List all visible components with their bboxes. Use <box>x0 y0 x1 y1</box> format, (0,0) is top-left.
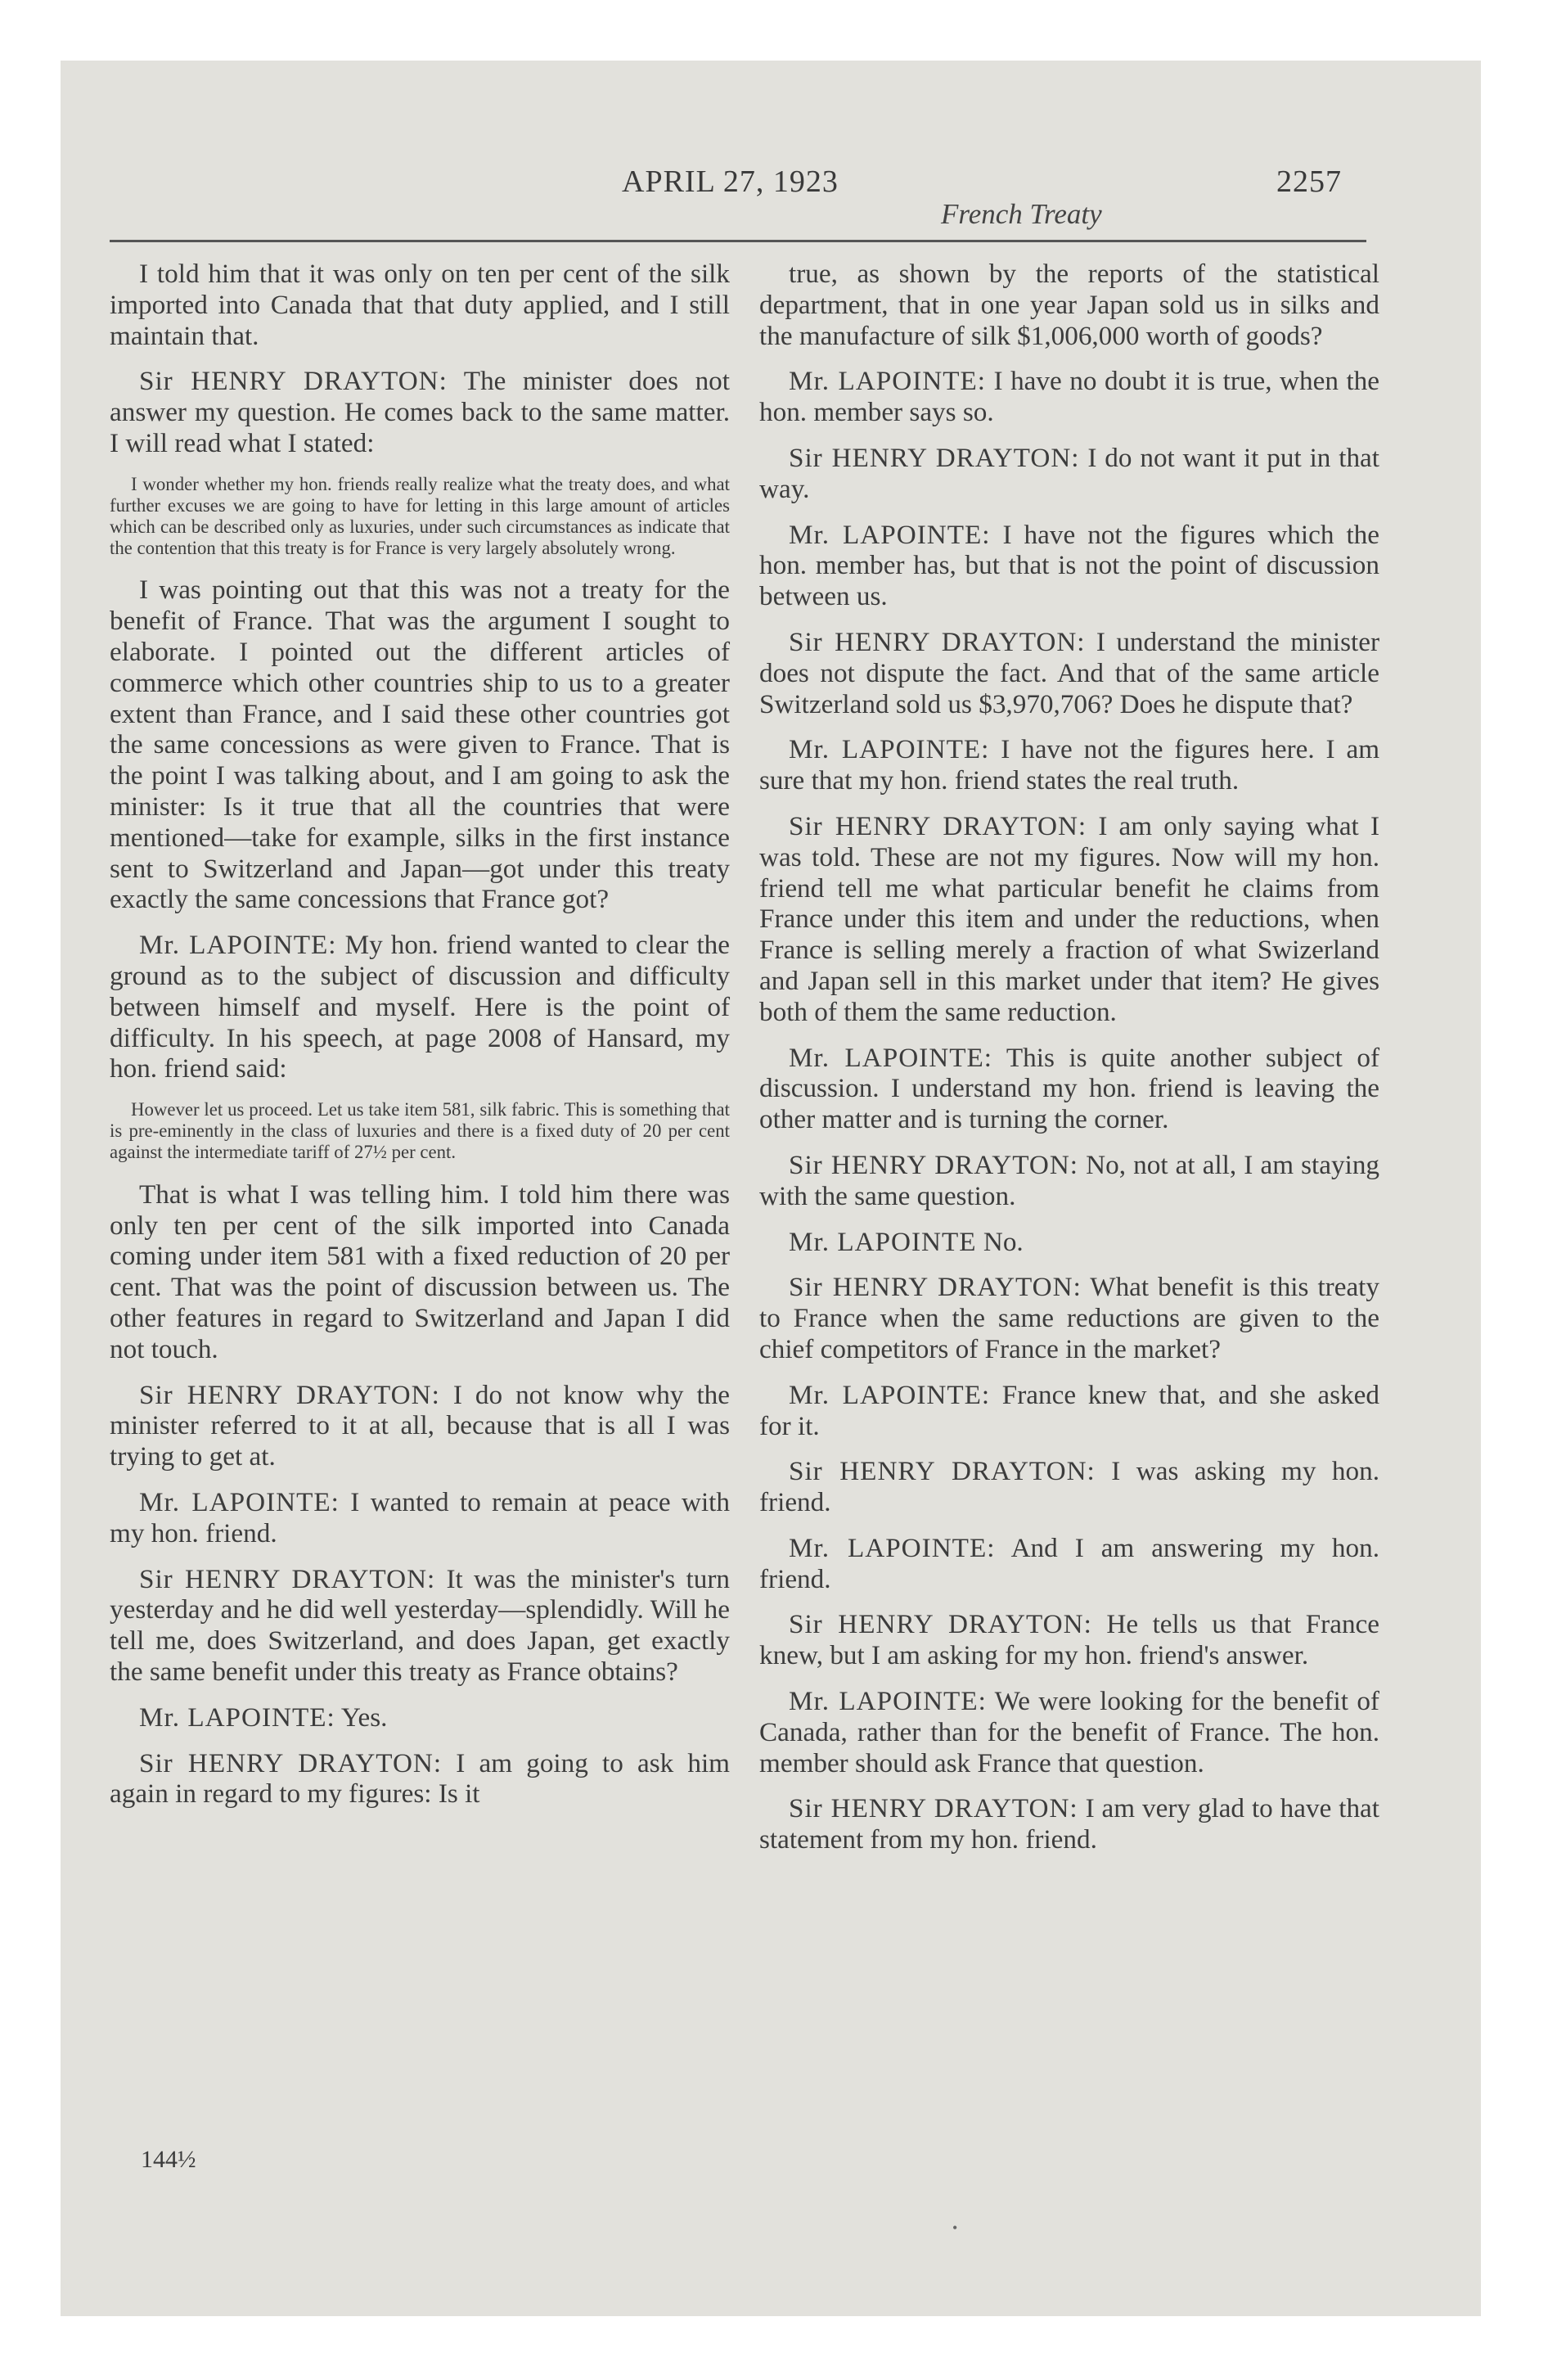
speaker-name: Mr. LAPOINTE: <box>789 1686 987 1717</box>
print-mark: • <box>952 2220 958 2236</box>
paragraph-text: I have not the figures here. I am sure that my hon. friend states the real truth. <box>759 734 1380 796</box>
paragraph-text: And I am answering my hon. friend. <box>759 1532 1379 1594</box>
paragraph-text: It was the minister's turn yesterday and he did well yesterday—splendidly. Will he tell me, does Switzerland, and does Japan, get exactly the same benefit under this treaty as France obtains? <box>110 1563 730 1688</box>
paragraph <box>110 575 730 915</box>
paragraph-text: I have not the figures which the hon. member has, but that is not the point of discussion between us. <box>759 519 1379 612</box>
speaker-name: Sir HENRY DRAYTON: <box>139 366 448 397</box>
speech-paragraph <box>759 1272 1379 1364</box>
speaker-name: Mr. LAPOINTE: <box>789 1532 996 1563</box>
section-title: French Treaty <box>941 198 1102 230</box>
speech-paragraph <box>759 811 1379 1028</box>
paragraph-text: I wanted to remain at peace with my hon. friend. <box>110 1487 730 1548</box>
speaker-name: Mr. LAPOINTE: <box>139 1487 340 1518</box>
paragraph-text: We were looking for the benefit of Canada, rather than for the benefit of France. The hon. member should ask France that question. <box>759 1686 1379 1778</box>
speech-paragraph <box>759 1150 1379 1212</box>
paragraph-text: I understand the minister does not dispute the fact. And that of the same article Switzerland sold us $3,970,706? Does he dispute that? <box>759 626 1379 719</box>
speech-paragraph <box>110 1487 730 1549</box>
speech-paragraph <box>759 627 1379 719</box>
paragraph <box>110 1179 730 1365</box>
paragraph-text: I was pointing out that this was not a treaty for the benefit of France. That was the argument I sought to elaborate. I pointed out the different articles of commerce which other countries ship to us to a greater extent than France, and I said these other countries got the same concessions as were given to France. That is the point I was talking about, and I am going to ask the minister: Is it true that all the countries that were mentioned—take for example, silks in the first instance sent to Switzerland and Japan—got under this treaty exactly the same concessions that France got? <box>110 575 730 915</box>
speech-paragraph <box>759 1533 1379 1595</box>
paragraph-text: I am very glad to have that statement from my hon. friend. <box>759 1793 1380 1855</box>
speaker-name: Sir HENRY DRAYTON: <box>789 442 1080 473</box>
speech-paragraph <box>759 1609 1379 1671</box>
speech-paragraph <box>759 1380 1379 1442</box>
speech-paragraph <box>110 1380 730 1472</box>
speech-paragraph <box>110 1748 730 1810</box>
paragraph <box>759 259 1379 351</box>
speaker-name: Sir HENRY DRAYTON: <box>789 810 1087 841</box>
speaker-name: Mr. LAPOINTE: <box>789 1042 992 1073</box>
speech-paragraph <box>759 366 1379 428</box>
speaker-name: Mr. LAPOINTE <box>789 1226 977 1257</box>
speech-paragraph <box>759 1793 1379 1855</box>
paragraph-text: This is quite another subject of discussion. I understand my hon. friend is leaving the other matter and is turning the corner. <box>759 1042 1379 1135</box>
speech-paragraph <box>110 366 730 458</box>
speaker-name: Mr. LAPOINTE: <box>789 1379 991 1410</box>
paragraph-text: France knew that, and she asked for it. <box>759 1379 1379 1441</box>
quote-text: I wonder whether my hon. friends really realize what the treaty does, and what further excuses we are going to have for letting in this large amount of articles which can be described only as luxuries, under such circumstances as indicate that the contention that this treaty is for France is very largely absolutely wrong. <box>110 473 730 558</box>
paragraph-text: I am going to ask him again in regard to my figures: Is it <box>110 1747 731 1810</box>
speaker-name: Mr. LAPOINTE: <box>789 734 990 765</box>
speech-paragraph <box>759 734 1379 796</box>
speaker-name: Sir HENRY DRAYTON: <box>139 1747 443 1778</box>
speech-paragraph <box>759 1227 1379 1258</box>
signature-folio: 144½ <box>141 2146 196 2173</box>
running-header-date: APRIL 27, 1923 <box>622 165 839 199</box>
paragraph-text: The minister does not answer my question. He comes back to the same matter. I will read what I stated: <box>110 366 730 458</box>
paragraph-text: Yes. <box>340 1702 388 1733</box>
paragraph-text: That is what I was telling him. I told him there was only ten per cent of the silk imported into Canada coming under item 581 with a fixed reduction of 20 per cent. That was the point of discussion between us. The other features in regard to Switzerland and Japan I did not touch. <box>110 1179 730 1364</box>
paragraph-text: My hon. friend wanted to clear the ground as to the subject of discussion and difficulty between himself and myself. Here is the point of difficulty. In his speech, at page 2008 of Hansard, my hon. friend said: <box>110 930 730 1084</box>
speaker-name: Sir HENRY DRAYTON: <box>789 1609 1092 1640</box>
quote-text: However let us proceed. Let us take item 581, silk fabric. This is something that is pre-eminently in the class of luxuries and there is a fixed duty of 20 per cent against the intermediate tariff of 27½ per cent. <box>110 1099 730 1162</box>
speech-paragraph <box>759 443 1379 505</box>
speaker-name: Sir HENRY DRAYTON: <box>789 1456 1096 1487</box>
paragraph-text: No. <box>983 1226 1024 1257</box>
paragraph-text: He tells us that France knew, but I am asking for my hon. friend's answer. <box>759 1609 1380 1671</box>
paragraph-text: I am only saying what I was told. These are not my figures. Now will my hon. friend tell me what particular benefit he claims from France under this item and under the reductions, when France is selling merely a fraction of what Swizerland and Japan sell in this market under that item? He gives both of them the same reduction. <box>759 810 1380 1027</box>
quoted-passage <box>110 474 730 559</box>
paragraph-text: What benefit is this treaty to France when the same reductions are given to the chief competitors of France in the market? <box>759 1272 1379 1364</box>
speaker-name: Mr. LAPOINTE: <box>789 366 986 397</box>
speech-paragraph <box>759 1686 1379 1778</box>
speech-paragraph <box>759 1043 1379 1135</box>
speaker-name: Sir HENRY DRAYTON: <box>789 1272 1082 1303</box>
speech-paragraph <box>759 520 1379 612</box>
paragraph-text: true, as shown by the reports of the statistical department, that in one year Japan sold us in silks and the manufacture of silk $1,006,000 worth of goods? <box>759 259 1379 351</box>
header-rule <box>110 240 1366 242</box>
paragraph-text: No, not at all, I am staying with the same question. <box>759 1149 1380 1211</box>
paragraph-text: I was asking my hon. friend. <box>759 1456 1379 1518</box>
paragraph-text: I do not want it put in that way. <box>759 442 1380 504</box>
speaker-name: Mr. LAPOINTE: <box>789 519 991 550</box>
speech-paragraph <box>759 1456 1379 1518</box>
speaker-name: Sir HENRY DRAYTON: <box>789 1793 1078 1824</box>
paragraph-text: I do not know why the minister referred to it at all, because that is all I was trying to get at. <box>110 1379 730 1472</box>
speech-paragraph <box>110 1702 730 1733</box>
speech-paragraph <box>110 930 730 1084</box>
speaker-name: Sir HENRY DRAYTON: <box>789 626 1086 657</box>
speaker-name: Sir HENRY DRAYTON: <box>139 1379 440 1410</box>
quoted-passage <box>110 1099 730 1163</box>
paragraph-text: I have no doubt it is true, when the hon. member says so. <box>759 366 1379 428</box>
speaker-name: Sir HENRY DRAYTON: <box>139 1563 436 1594</box>
speaker-name: Sir HENRY DRAYTON: <box>789 1149 1079 1180</box>
page-number: 2257 <box>1276 165 1342 199</box>
left-column <box>110 259 730 1824</box>
paragraph-text: I told him that it was only on ten per cent of the silk imported into Canada that that duty applied, and I still maintain that. <box>110 259 730 351</box>
right-column <box>759 259 1379 1870</box>
paragraph <box>110 259 730 351</box>
speaker-name: Mr. LAPOINTE: <box>139 930 337 961</box>
speech-paragraph <box>110 1564 730 1688</box>
speaker-name: Mr. LAPOINTE: <box>139 1702 335 1733</box>
